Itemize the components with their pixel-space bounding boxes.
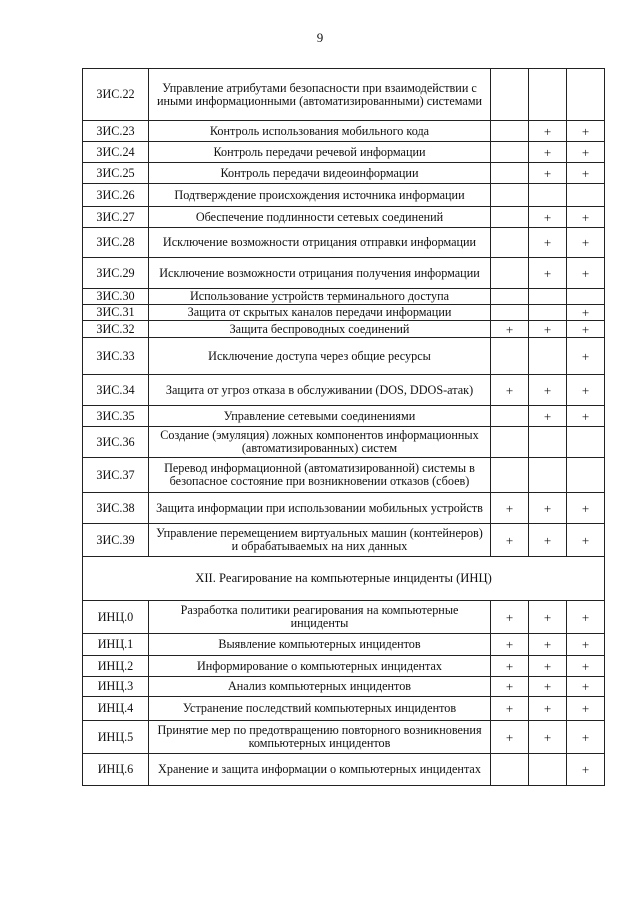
measure-name: Использование устройств терминального доступа	[149, 289, 491, 305]
class-mark-2: +	[529, 601, 567, 634]
class-mark-2: +	[529, 697, 567, 721]
class-mark-2: +	[529, 677, 567, 697]
class-mark-3: +	[567, 754, 605, 786]
class-mark-3: +	[567, 321, 605, 338]
measure-name: Устранение последствий компьютерных инцидентов	[149, 697, 491, 721]
class-mark-2	[529, 305, 567, 321]
class-mark-2	[529, 184, 567, 207]
class-mark-2: +	[529, 493, 567, 524]
measure-name: Управление перемещением виртуальных машин (контейнеров) и обрабатываемых на них данных	[149, 524, 491, 557]
class-mark-1	[491, 754, 529, 786]
measure-name: Защита информации при использовании мобильных устройств	[149, 493, 491, 524]
measure-code: ЗИС.28	[83, 228, 149, 258]
class-mark-1	[491, 458, 529, 493]
class-mark-1	[491, 427, 529, 458]
class-mark-3: +	[567, 207, 605, 228]
class-mark-1: +	[491, 524, 529, 557]
class-mark-1	[491, 184, 529, 207]
table-row	[83, 375, 605, 406]
table-row	[83, 427, 605, 458]
measure-code: ЗИС.39	[83, 524, 149, 557]
table-row	[83, 121, 605, 142]
security-measures-table	[82, 68, 605, 786]
class-mark-1: +	[491, 493, 529, 524]
measure-name: Обеспечение подлинности сетевых соединений	[149, 207, 491, 228]
class-mark-3: +	[567, 524, 605, 557]
measure-code: ИНЦ.5	[83, 721, 149, 754]
table-row	[83, 163, 605, 184]
class-mark-3	[567, 184, 605, 207]
measure-name: Защита от скрытых каналов передачи информации	[149, 305, 491, 321]
measure-code: ЗИС.23	[83, 121, 149, 142]
measure-name: Подтверждение происхождения источника информации	[149, 184, 491, 207]
class-mark-3: +	[567, 697, 605, 721]
measure-name: Защита от угроз отказа в обслуживании (DOS, DDOS-атак)	[149, 375, 491, 406]
measure-name: Контроль использования мобильного кода	[149, 121, 491, 142]
class-mark-3: +	[567, 258, 605, 289]
table-row	[83, 321, 605, 338]
class-mark-3: +	[567, 228, 605, 258]
table-row	[83, 458, 605, 493]
measure-code: ЗИС.27	[83, 207, 149, 228]
measure-code: ЗИС.33	[83, 338, 149, 375]
class-mark-2	[529, 458, 567, 493]
table-row	[83, 289, 605, 305]
class-mark-1	[491, 289, 529, 305]
table-row	[83, 338, 605, 375]
class-mark-1	[491, 258, 529, 289]
measure-code: ИНЦ.6	[83, 754, 149, 786]
table-row	[83, 305, 605, 321]
class-mark-2: +	[529, 524, 567, 557]
measure-code: ЗИС.24	[83, 142, 149, 163]
measure-name: Исключение возможности отрицания отправки информации	[149, 228, 491, 258]
measure-code: ЗИС.38	[83, 493, 149, 524]
class-mark-3	[567, 427, 605, 458]
table-row	[83, 634, 605, 656]
table-row	[83, 142, 605, 163]
section-title: XII. Реагирование на компьютерные инциденты (ИНЦ)	[83, 557, 605, 601]
class-mark-1	[491, 406, 529, 427]
class-mark-2: +	[529, 121, 567, 142]
table-row	[83, 677, 605, 697]
class-mark-2: +	[529, 634, 567, 656]
class-mark-2	[529, 338, 567, 375]
class-mark-1: +	[491, 601, 529, 634]
class-mark-2	[529, 427, 567, 458]
class-mark-1	[491, 305, 529, 321]
measure-name: Защита беспроводных соединений	[149, 321, 491, 338]
class-mark-2: +	[529, 163, 567, 184]
measure-code: ИНЦ.2	[83, 656, 149, 677]
table-row	[83, 656, 605, 677]
measure-code: ИНЦ.4	[83, 697, 149, 721]
table-row	[83, 69, 605, 121]
class-mark-2: +	[529, 258, 567, 289]
class-mark-2: +	[529, 375, 567, 406]
table-row	[83, 601, 605, 634]
class-mark-2: +	[529, 142, 567, 163]
class-mark-1	[491, 207, 529, 228]
class-mark-3	[567, 69, 605, 121]
class-mark-3: +	[567, 142, 605, 163]
class-mark-1: +	[491, 375, 529, 406]
class-mark-3: +	[567, 493, 605, 524]
class-mark-1	[491, 338, 529, 375]
class-mark-3	[567, 458, 605, 493]
class-mark-1	[491, 163, 529, 184]
measure-code: ИНЦ.1	[83, 634, 149, 656]
measure-name: Выявление компьютерных инцидентов	[149, 634, 491, 656]
measure-name: Перевод информационной (автоматизированной) системы в безопасное состояние при возникновении отказов (сбоев)	[149, 458, 491, 493]
table-row	[83, 493, 605, 524]
measure-name: Хранение и защита информации о компьютерных инцидентах	[149, 754, 491, 786]
class-mark-2: +	[529, 406, 567, 427]
class-mark-3: +	[567, 601, 605, 634]
measure-code: ЗИС.31	[83, 305, 149, 321]
class-mark-3: +	[567, 338, 605, 375]
measure-code: ЗИС.26	[83, 184, 149, 207]
class-mark-1: +	[491, 634, 529, 656]
section-header-row	[83, 557, 605, 601]
measure-name: Контроль передачи видеоинформации	[149, 163, 491, 184]
class-mark-1: +	[491, 677, 529, 697]
table-row	[83, 721, 605, 754]
class-mark-3: +	[567, 305, 605, 321]
measure-code: ЗИС.22	[83, 69, 149, 121]
class-mark-2	[529, 754, 567, 786]
table-row	[83, 754, 605, 786]
class-mark-3: +	[567, 656, 605, 677]
table-row	[83, 207, 605, 228]
class-mark-1: +	[491, 656, 529, 677]
measure-code: ЗИС.34	[83, 375, 149, 406]
class-mark-3	[567, 289, 605, 305]
class-mark-2	[529, 289, 567, 305]
class-mark-2: +	[529, 207, 567, 228]
class-mark-1	[491, 121, 529, 142]
class-mark-1	[491, 228, 529, 258]
measure-name: Разработка политики реагирования на компьютерные инциденты	[149, 601, 491, 634]
measure-name: Создание (эмуляция) ложных компонентов информационных (автоматизированных) систем	[149, 427, 491, 458]
class-mark-3: +	[567, 721, 605, 754]
class-mark-3: +	[567, 121, 605, 142]
table-row	[83, 184, 605, 207]
class-mark-1	[491, 69, 529, 121]
measure-code: ИНЦ.0	[83, 601, 149, 634]
class-mark-3: +	[567, 406, 605, 427]
class-mark-2: +	[529, 656, 567, 677]
measure-code: ЗИС.30	[83, 289, 149, 305]
class-mark-1	[491, 142, 529, 163]
measure-name: Информирование о компьютерных инцидентах	[149, 656, 491, 677]
class-mark-2: +	[529, 321, 567, 338]
class-mark-3: +	[567, 634, 605, 656]
table-row	[83, 258, 605, 289]
table-row	[83, 406, 605, 427]
measure-name: Управление атрибутами безопасности при взаимодействии с иными информационными (автоматизированными) системами	[149, 69, 491, 121]
class-mark-1: +	[491, 721, 529, 754]
class-mark-2: +	[529, 228, 567, 258]
measure-code: ЗИС.37	[83, 458, 149, 493]
measure-code: ЗИС.32	[83, 321, 149, 338]
class-mark-3: +	[567, 375, 605, 406]
table-row	[83, 524, 605, 557]
measure-name: Контроль передачи речевой информации	[149, 142, 491, 163]
page-number: 9	[316, 30, 324, 45]
measure-name: Управление сетевыми соединениями	[149, 406, 491, 427]
measure-name: Исключение доступа через общие ресурсы	[149, 338, 491, 375]
measure-name: Анализ компьютерных инцидентов	[149, 677, 491, 697]
class-mark-2: +	[529, 721, 567, 754]
class-mark-1: +	[491, 697, 529, 721]
measure-name: Принятие мер по предотвращению повторного возникновения компьютерных инцидентов	[149, 721, 491, 754]
measure-code: ЗИС.36	[83, 427, 149, 458]
measure-code: ЗИС.29	[83, 258, 149, 289]
table-row	[83, 697, 605, 721]
measure-code: ЗИС.35	[83, 406, 149, 427]
class-mark-1: +	[491, 321, 529, 338]
class-mark-2	[529, 69, 567, 121]
table-body	[83, 69, 605, 786]
measure-name: Исключение возможности отрицания получения информации	[149, 258, 491, 289]
measure-code: ИНЦ.3	[83, 677, 149, 697]
class-mark-3: +	[567, 677, 605, 697]
table-row	[83, 228, 605, 258]
class-mark-3: +	[567, 163, 605, 184]
measure-code: ЗИС.25	[83, 163, 149, 184]
